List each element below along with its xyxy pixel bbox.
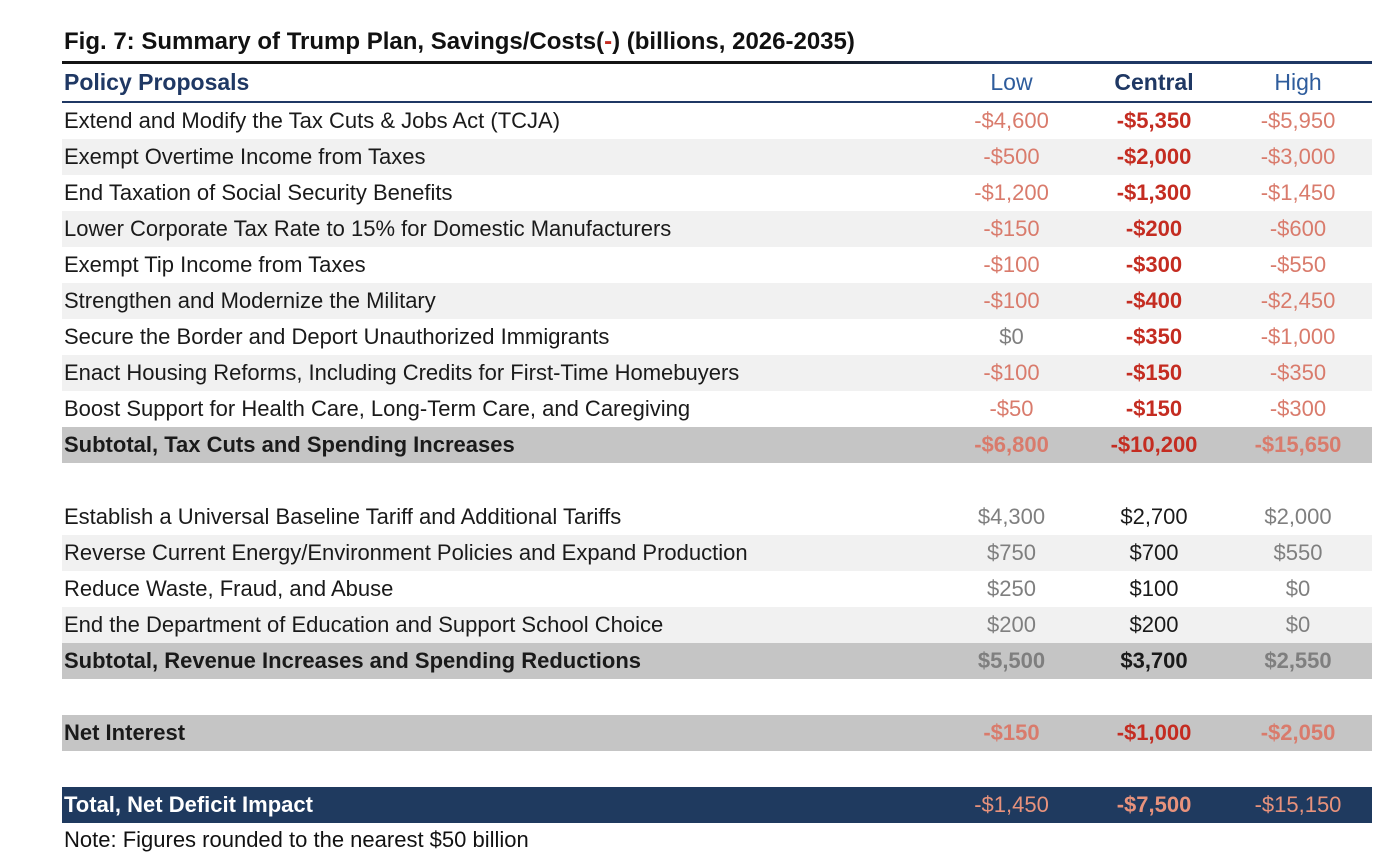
- value-low: $4,300: [977, 504, 1046, 529]
- value-high: -$15,650: [1254, 432, 1342, 457]
- row-label: Establish a Universal Baseline Tariff and Additional Tariffs: [64, 504, 622, 529]
- figure-title-suffix: ) (billions, 2026-2035): [612, 28, 855, 55]
- value-high: $0: [1285, 576, 1311, 601]
- value-central: -$2,000: [1116, 144, 1192, 169]
- value-low: $0: [999, 324, 1024, 349]
- value-central: -$5,350: [1116, 108, 1192, 133]
- figure-title-minus-sign: -: [604, 28, 613, 55]
- row-label: Enact Housing Reforms, Including Credits for First-Time Homebuyers: [64, 360, 740, 385]
- figure-title: [62, 24, 1372, 64]
- value-central: -$350: [1125, 324, 1183, 349]
- spacer-row: [62, 463, 1372, 499]
- table-body: [62, 103, 1372, 823]
- row-label: Total, Net Deficit Impact: [64, 792, 313, 817]
- table-row: [62, 499, 1372, 535]
- table-row: [62, 355, 1372, 391]
- value-low: -$100: [983, 288, 1040, 313]
- value-central: -$7,500: [1116, 792, 1192, 817]
- value-low: $200: [987, 612, 1036, 637]
- value-high: -$3,000: [1260, 144, 1336, 169]
- spacer-row: [62, 679, 1372, 715]
- table-row: [62, 319, 1372, 355]
- footnote: Note: Figures rounded to the nearest $50 billion: [64, 827, 529, 852]
- table-row: [62, 103, 1372, 139]
- value-low: -$100: [983, 360, 1040, 385]
- table-row: [62, 139, 1372, 175]
- value-central: -$1,300: [1116, 180, 1192, 205]
- table-row: [62, 643, 1372, 679]
- row-label: Boost Support for Health Care, Long-Term Care, and Caregiving: [64, 396, 691, 421]
- table-row: [62, 175, 1372, 211]
- row-label: End the Department of Education and Support School Choice: [64, 612, 664, 637]
- spacer-row: [62, 751, 1372, 787]
- row-label: Extend and Modify the Tax Cuts & Jobs Act (TCJA): [64, 108, 561, 133]
- value-low: -$1,200: [974, 180, 1049, 205]
- value-low: -$1,450: [974, 792, 1049, 817]
- value-central: -$150: [1125, 396, 1183, 421]
- row-label: Subtotal, Tax Cuts and Spending Increases: [64, 432, 515, 457]
- row-label: Net Interest: [64, 720, 186, 745]
- value-low: -$4,600: [974, 108, 1049, 133]
- column-header-central: Central: [1114, 69, 1194, 95]
- row-label: Exempt Tip Income from Taxes: [64, 252, 366, 277]
- figure-title-prefix: Fig. 7: Summary of Trump Plan, Savings/Costs(: [64, 28, 605, 55]
- column-header-policy-proposals: Policy Proposals: [64, 69, 250, 95]
- value-low: -$50: [989, 396, 1034, 421]
- table-row: [62, 283, 1372, 319]
- row-label: Reduce Waste, Fraud, and Abuse: [64, 576, 394, 601]
- value-central: $3,700: [1120, 648, 1188, 673]
- table-row: [62, 715, 1372, 751]
- value-high: -$1,000: [1260, 324, 1336, 349]
- value-low: -$150: [983, 216, 1040, 241]
- value-central: $2,700: [1120, 504, 1188, 529]
- value-central: -$400: [1125, 288, 1183, 313]
- column-header-low: Low: [990, 69, 1033, 95]
- value-high: -$350: [1269, 360, 1327, 385]
- value-high: -$550: [1269, 252, 1327, 277]
- value-high: -$5,950: [1260, 108, 1336, 133]
- value-high: $2,550: [1264, 648, 1332, 673]
- value-central: -$150: [1125, 360, 1183, 385]
- value-high: -$2,450: [1260, 288, 1336, 313]
- value-central: $200: [1129, 612, 1179, 637]
- value-low: $5,500: [977, 648, 1046, 673]
- value-low: -$100: [983, 252, 1040, 277]
- table-row: [62, 247, 1372, 283]
- value-central: -$1,000: [1116, 720, 1192, 745]
- table-row: [62, 607, 1372, 643]
- table-row: [62, 391, 1372, 427]
- value-central: -$200: [1125, 216, 1183, 241]
- row-label: Strengthen and Modernize the Military: [64, 288, 436, 313]
- value-high: -$600: [1269, 216, 1327, 241]
- value-high: $0: [1285, 612, 1311, 637]
- value-low: $750: [987, 540, 1036, 565]
- column-header-high: High: [1274, 69, 1322, 95]
- value-low: -$150: [983, 720, 1040, 745]
- value-central: -$10,200: [1110, 432, 1198, 457]
- value-low: $250: [987, 576, 1036, 601]
- value-high: -$300: [1269, 396, 1327, 421]
- row-label: Subtotal, Revenue Increases and Spending Reductions: [64, 648, 642, 673]
- value-central: -$300: [1125, 252, 1183, 277]
- value-high: -$1,450: [1260, 180, 1336, 205]
- value-high: $550: [1273, 540, 1323, 565]
- table-row: [62, 535, 1372, 571]
- value-high: -$2,050: [1260, 720, 1336, 745]
- row-label: Secure the Border and Deport Unauthorized Immigrants: [64, 324, 610, 349]
- table-row: [62, 427, 1372, 463]
- value-high: -$15,150: [1254, 792, 1342, 817]
- value-central: $100: [1129, 576, 1179, 601]
- table-row: [62, 787, 1372, 823]
- row-label: End Taxation of Social Security Benefits: [64, 180, 453, 205]
- row-label: Lower Corporate Tax Rate to 15% for Domestic Manufacturers: [64, 216, 672, 241]
- figure-table: [62, 24, 1372, 853]
- value-low: -$500: [983, 144, 1040, 169]
- value-high: $2,000: [1264, 504, 1332, 529]
- table-row: [62, 211, 1372, 247]
- value-central: $700: [1129, 540, 1179, 565]
- table-row: [62, 571, 1372, 607]
- value-low: -$6,800: [974, 432, 1049, 457]
- row-label: Exempt Overtime Income from Taxes: [64, 144, 426, 169]
- table-header-row: [62, 64, 1372, 103]
- row-label: Reverse Current Energy/Environment Policies and Expand Production: [64, 540, 748, 565]
